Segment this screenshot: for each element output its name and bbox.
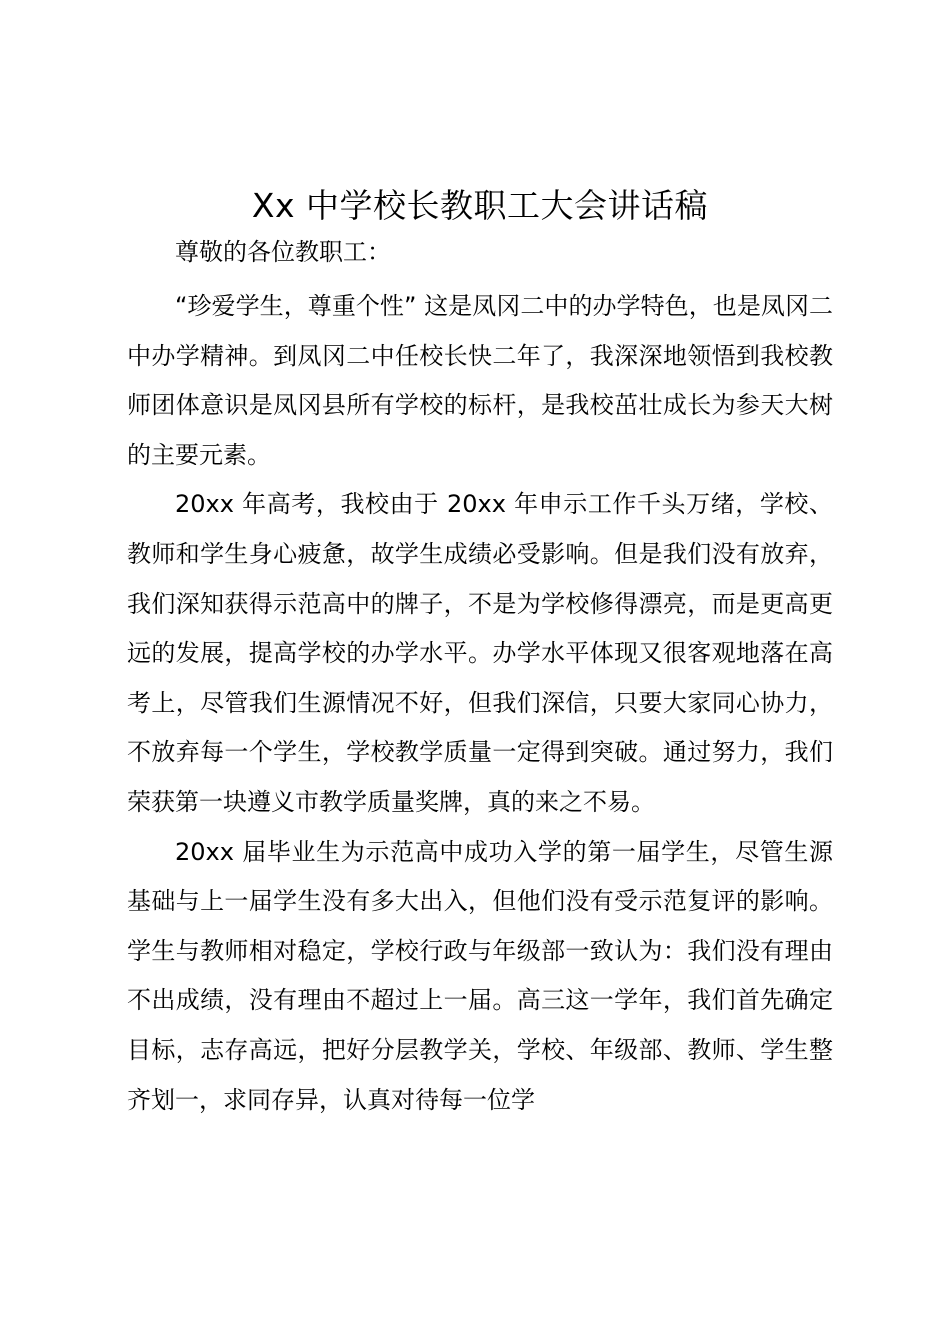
paragraph-1: “珍爱学生，尊重个性” 这是凤冈二中的办学特色，也是凤冈二中办学精神。到凤冈二中任校长快二年了，我深深地领悟到我校教师团体意识是凤冈县所有学校的标杆，是我校茁壮成长为参天大树的主要元素。: [127, 292, 833, 469]
document-title: Xx 中学校长教职工大会讲话稿: [251, 186, 709, 225]
paragraph-2: 20xx 年高考，我校由于 20xx 年申示工作千头万绪，学校、教师和学生身心疲惫，故学生成绩必受影响。但是我们没有放弃，我们深知获得示范高中的牌子，不是为学校修得漂亮，而是更高更远的发展，提高学校的办学水平。办学水平体现又很客观地落在高考上，尽管我们生源情况不好，但我们深信，只要大家同心协力，不放弃每一个学生，学校教学质量一定得到突破。通过努力，我们荣获第一块遵义市教学质量奖牌，真的来之不易。: [127, 490, 833, 816]
paragraph-3: 20xx 届毕业生为示范高中成功入学的第一届学生，尽管生源基础与上一届学生没有多大出入，但他们没有受示范复评的影响。学生与教师相对稳定，学校行政与年级部一致认为：我们没有理由不出成绩，没有理由不超过上一届。高三这一学年，我们首先确定目标，志存高远，把好分层教学关，学校、年级部、教师、学生整齐划一，求同存异，认真对待每一位学: [127, 837, 833, 1114]
salutation: 尊敬的各位教职工：: [175, 238, 391, 266]
document-page: [127, 180, 833, 1125]
